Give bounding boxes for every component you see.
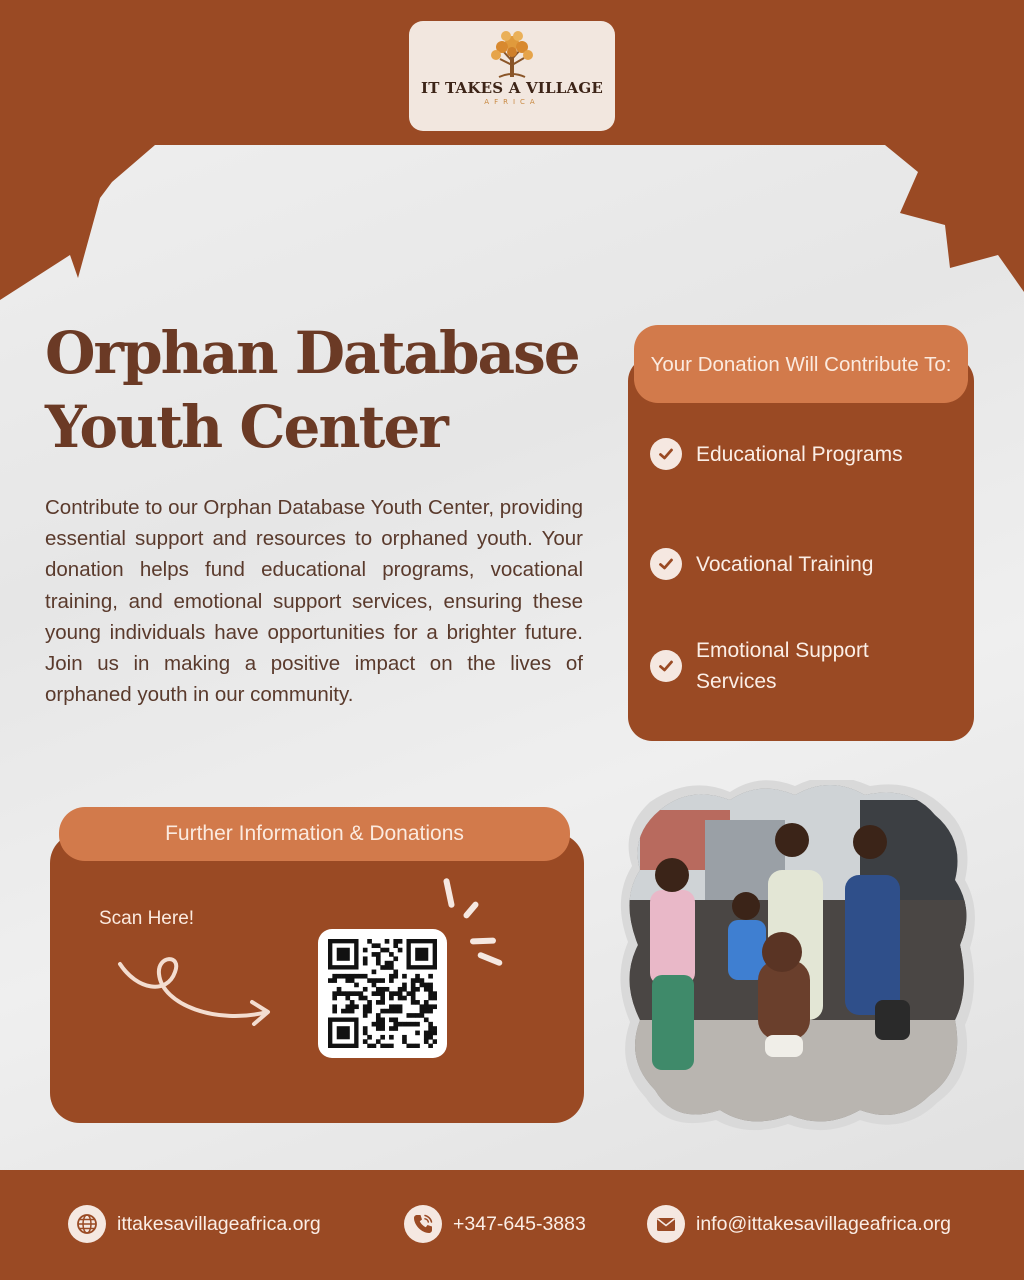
description: Contribute to our Orphan Database Youth Center, providing essential support and resources to orphaned youth. Your donation helps fund educational programs, vocational training, and emotional support services, ensuring these young individuals have opportunities for a brighter future. Join us in making a positive impact on the lives of orphaned youth in our community. [45, 496, 583, 707]
check-icon [650, 650, 682, 682]
sparkle-icon [440, 876, 515, 971]
qr-code[interactable] [318, 929, 447, 1058]
contribution-item-vocational [650, 548, 946, 580]
check-icon [650, 548, 682, 580]
title-line-1: Orphan Database [45, 319, 579, 387]
contribution-item-label: Emotional Support Services [696, 639, 869, 693]
tree-icon [485, 27, 539, 83]
email-link[interactable]: info@ittakesavillageafrica.org [696, 1212, 952, 1235]
page-title [45, 316, 579, 464]
curly-arrow-icon [112, 950, 277, 1040]
website-link[interactable]: ittakesavillageafrica.org [117, 1212, 321, 1235]
footer-email[interactable] [647, 1205, 951, 1243]
logo-subtitle: AFRICA [484, 98, 540, 106]
donation-heading: Further Information & Donations [59, 807, 570, 861]
logo-title: IT TAKES A VILLAGE [421, 79, 603, 97]
scan-label: Scan Here! [99, 908, 195, 929]
contribution-item-label: Educational Programs [696, 442, 903, 466]
logo[interactable] [409, 21, 615, 131]
contribution-heading: Your Donation Will Contribute To: [634, 325, 968, 403]
mail-icon [647, 1205, 685, 1243]
footer-website[interactable] [68, 1205, 321, 1243]
phone-icon [404, 1205, 442, 1243]
children-photo [620, 780, 975, 1135]
contribution-item-label: Vocational Training [696, 552, 874, 576]
contribution-item-educational [650, 438, 946, 470]
title-line-2: Youth Center [45, 393, 447, 461]
qr-code-icon [328, 939, 437, 1048]
footer-phone[interactable] [404, 1205, 586, 1243]
globe-icon [68, 1205, 106, 1243]
phone-number[interactable]: +347-645-3883 [453, 1212, 586, 1235]
check-icon [650, 438, 682, 470]
contribution-item-emotional [650, 635, 876, 697]
